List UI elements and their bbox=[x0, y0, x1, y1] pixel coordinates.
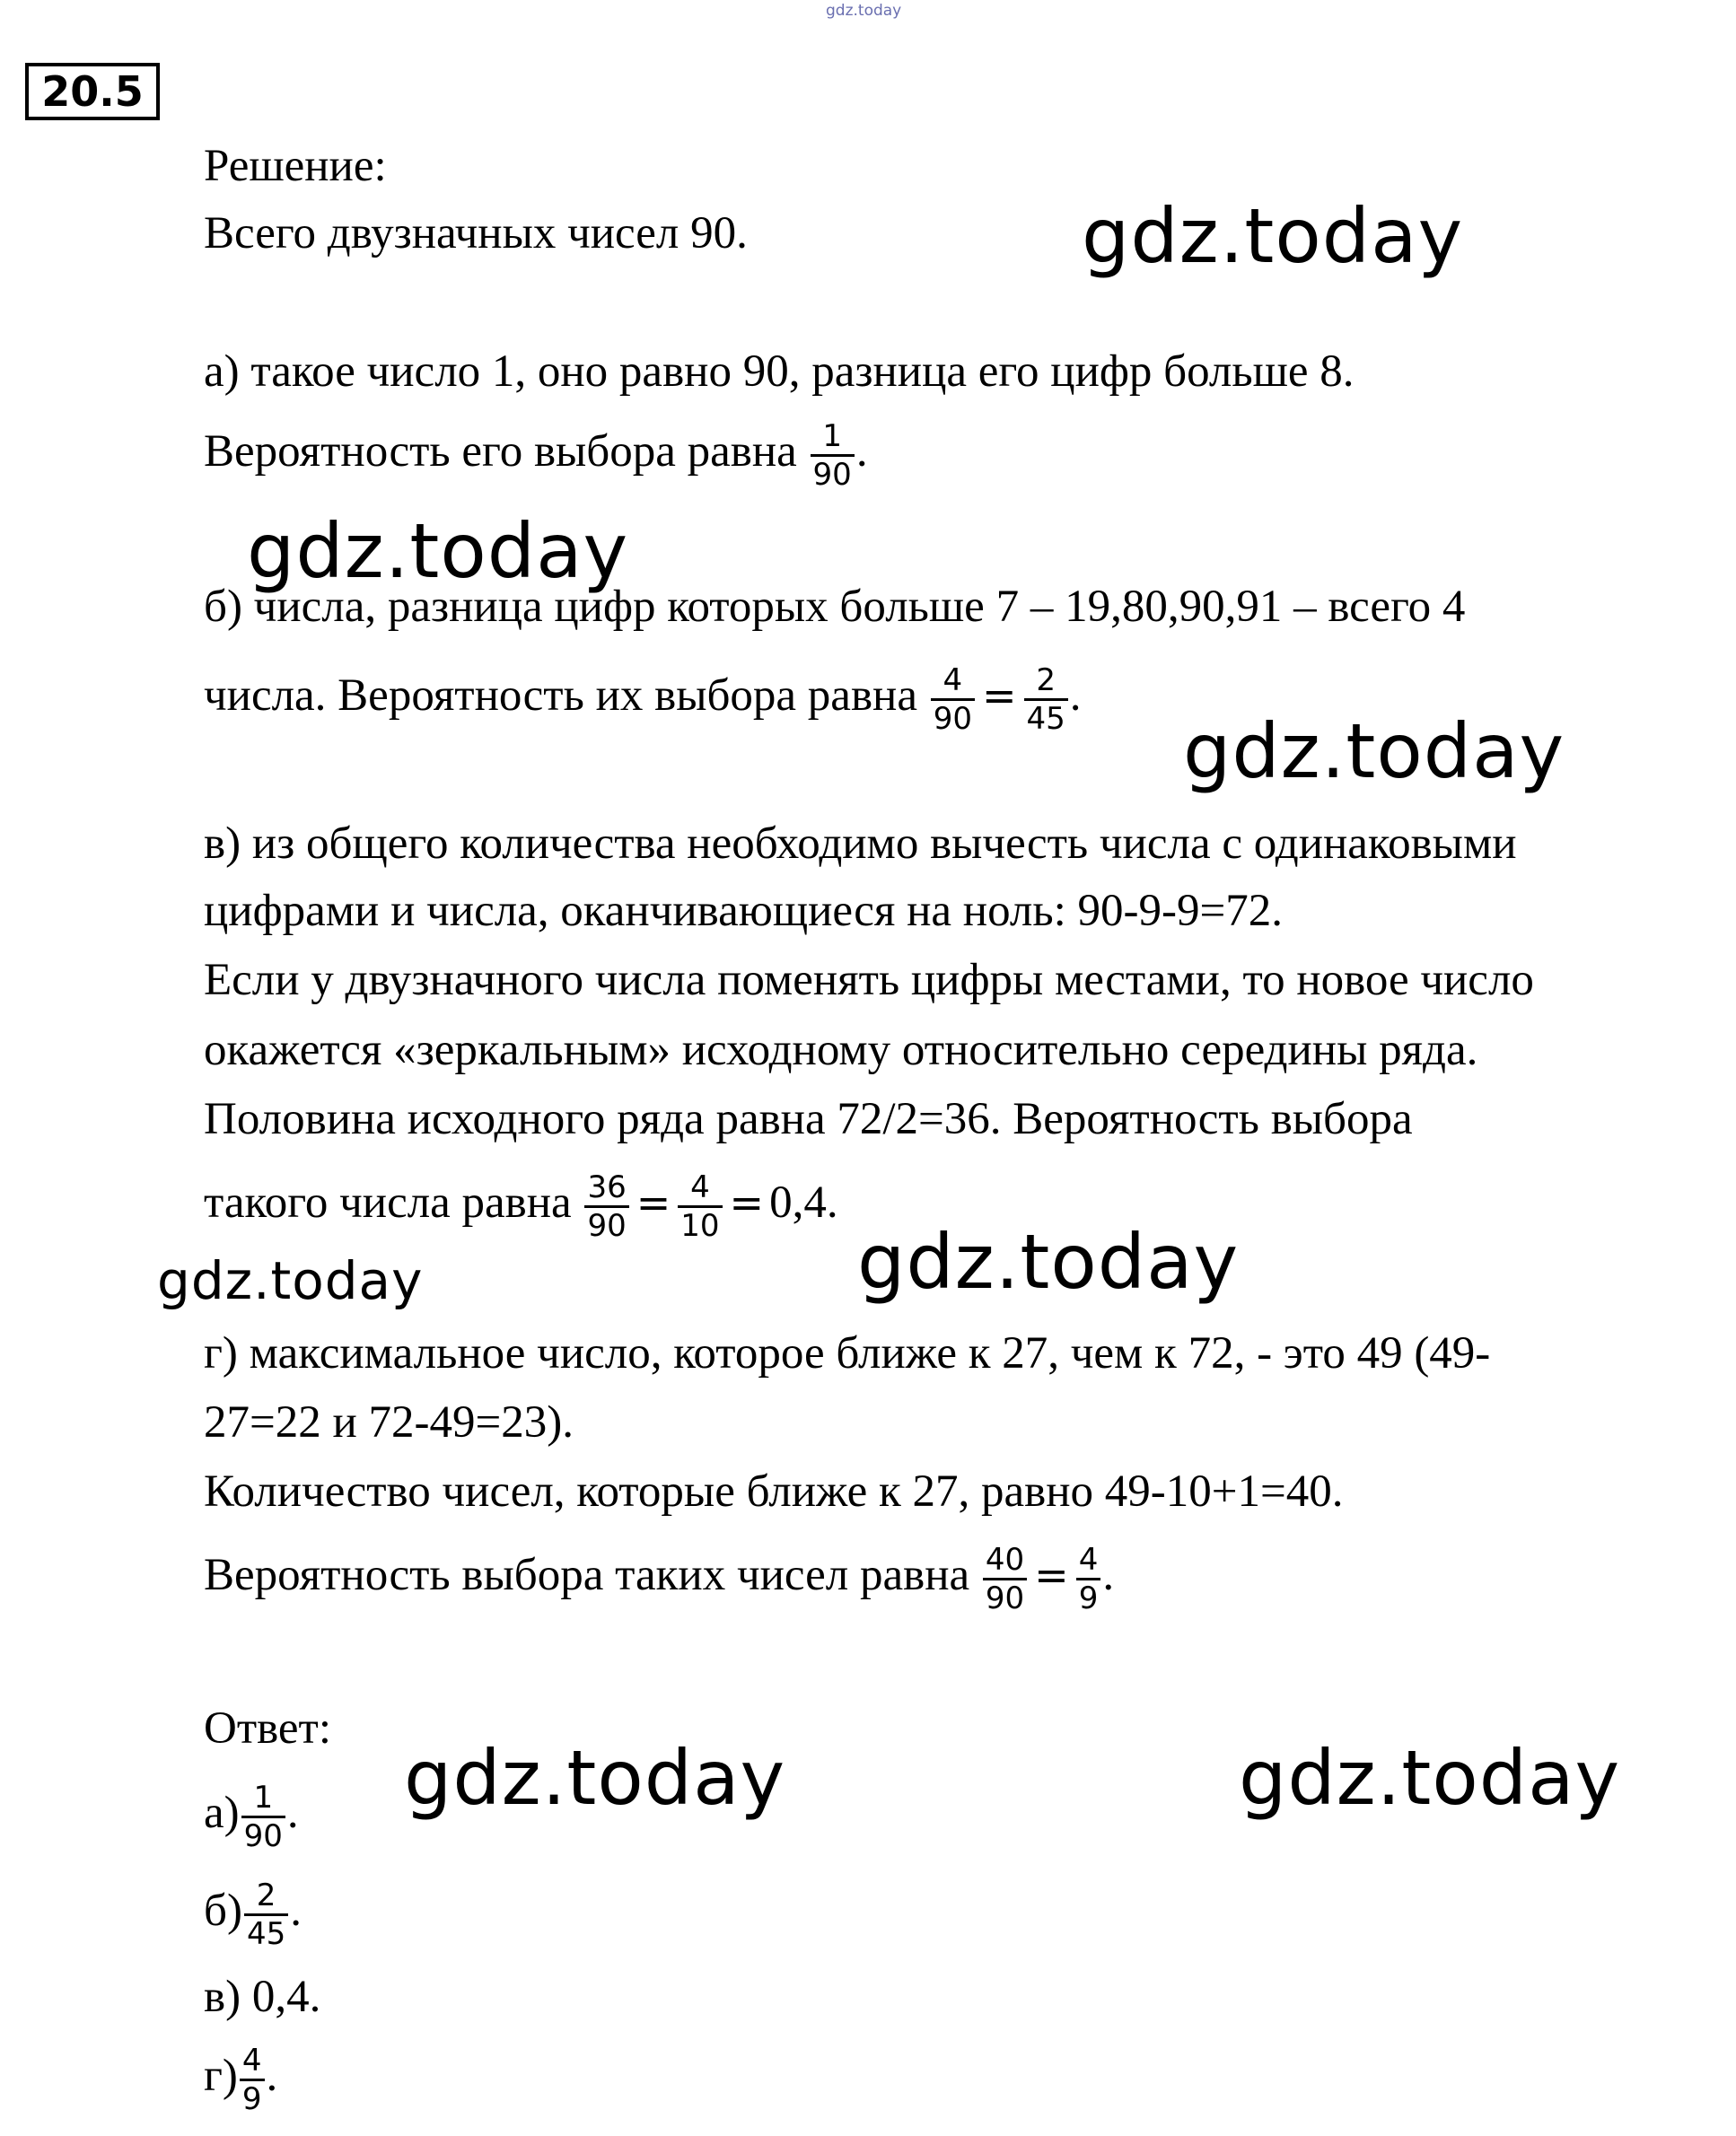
total-line: Всего двузначных чисел 90. bbox=[204, 208, 748, 258]
task-number-box: 20.5 bbox=[25, 63, 160, 120]
part-b-fraction1: $\frac{4}{90}$ bbox=[931, 664, 975, 735]
answer-b: б) $\frac{2}{45}$ . bbox=[204, 1878, 302, 1952]
part-d-line1: г) максимальное число, которое ближе к 27, чем к 72, - это 49 (49- bbox=[204, 1328, 1491, 1379]
answer-d-fraction: $\frac{4}{9}$ bbox=[240, 2044, 265, 2115]
part-d-fraction1: $\frac{40}{90}$ bbox=[983, 1544, 1027, 1615]
part-c-line3: Если у двузначного числа поменять цифры местами, то новое число bbox=[204, 955, 1534, 1005]
watermark-5: gdz.today bbox=[857, 1218, 1240, 1306]
part-c-line5: Половина исходного ряда равна 72/2=36. Вероятность выбора bbox=[204, 1094, 1413, 1144]
part-c-line6: такого числа равна $\frac{36}{90}$ = $\frac{4}{10}$ = 0,4. bbox=[204, 1169, 838, 1244]
part-a-line2-text: Вероятность его выбора равна bbox=[204, 426, 809, 477]
answer-b-fraction: $\frac{2}{45}$ bbox=[244, 1879, 288, 1950]
part-a-fraction: $\frac{1}{90}$ bbox=[811, 420, 855, 491]
part-c-line6-text: такого числа равна bbox=[204, 1177, 583, 1229]
part-d-fraction2: $\frac{4}{9}$ bbox=[1076, 1544, 1101, 1615]
answer-c: в) 0,4. bbox=[204, 1972, 321, 2022]
part-b-fraction2: $\frac{2}{45}$ bbox=[1024, 664, 1068, 735]
part-d-line2: 27=22 и 72-49=23). bbox=[204, 1397, 574, 1448]
part-d-line3: Количество чисел, которые ближе к 27, равно 49-10+1=40. bbox=[204, 1466, 1344, 1517]
watermark-7: gdz.today bbox=[1239, 1734, 1621, 1822]
watermark-1: gdz.today bbox=[1082, 192, 1464, 280]
part-b-line2-text: числа. Вероятность их выбора равна bbox=[204, 670, 929, 722]
watermark-2: gdz.today bbox=[247, 507, 629, 595]
watermark-4: gdz.today bbox=[157, 1250, 424, 1311]
answer-a: а) $\frac{1}{90}$ . bbox=[204, 1780, 299, 1854]
part-c-line2: цифрами и числа, оканчивающиеся на ноль: 90-9-9=72. bbox=[204, 886, 1284, 936]
part-a-line2: Вероятность его выбора равна $\frac{1}{90}$ . bbox=[204, 418, 868, 493]
part-d-line4: Вероятность выбора таких чисел равна $\frac{40}{90}$ = $\frac{4}{9}$ . bbox=[204, 1542, 1115, 1616]
watermark-6: gdz.today bbox=[404, 1734, 786, 1822]
solution-label: Решение: bbox=[204, 141, 387, 191]
answer-label: Ответ: bbox=[204, 1703, 331, 1754]
part-c-line4: окажется «зеркальным» исходному относительно середины ряда. bbox=[204, 1025, 1478, 1075]
answer-d: г) $\frac{4}{9}$ . bbox=[204, 2043, 278, 2117]
part-c-fraction1: $\frac{36}{90}$ bbox=[584, 1171, 628, 1242]
part-d-line4-text: Вероятность выбора таких чисел равна bbox=[204, 1550, 981, 1601]
part-a-line1: а) такое число 1, оно равно 90, разница его цифр больше 8. bbox=[204, 346, 1355, 397]
part-b-line1: б) числа, разница цифр которых больше 7 – 19,80,90,91 – всего 4 bbox=[204, 582, 1466, 632]
answer-a-fraction: $\frac{1}{90}$ bbox=[241, 1781, 285, 1852]
watermark-3: gdz.today bbox=[1183, 707, 1565, 795]
part-c-result: 0,4. bbox=[769, 1177, 838, 1229]
part-b-line2: числа. Вероятность их выбора равна $\frac{4}{90}$ = $\frac{2}{45}$ . bbox=[204, 662, 1082, 737]
part-c-line1: в) из общего количества необходимо вычесть числа с одинаковыми bbox=[204, 819, 1517, 869]
header-watermark: gdz.today bbox=[826, 2, 902, 20]
part-c-fraction2: $\frac{4}{10}$ bbox=[678, 1171, 722, 1242]
